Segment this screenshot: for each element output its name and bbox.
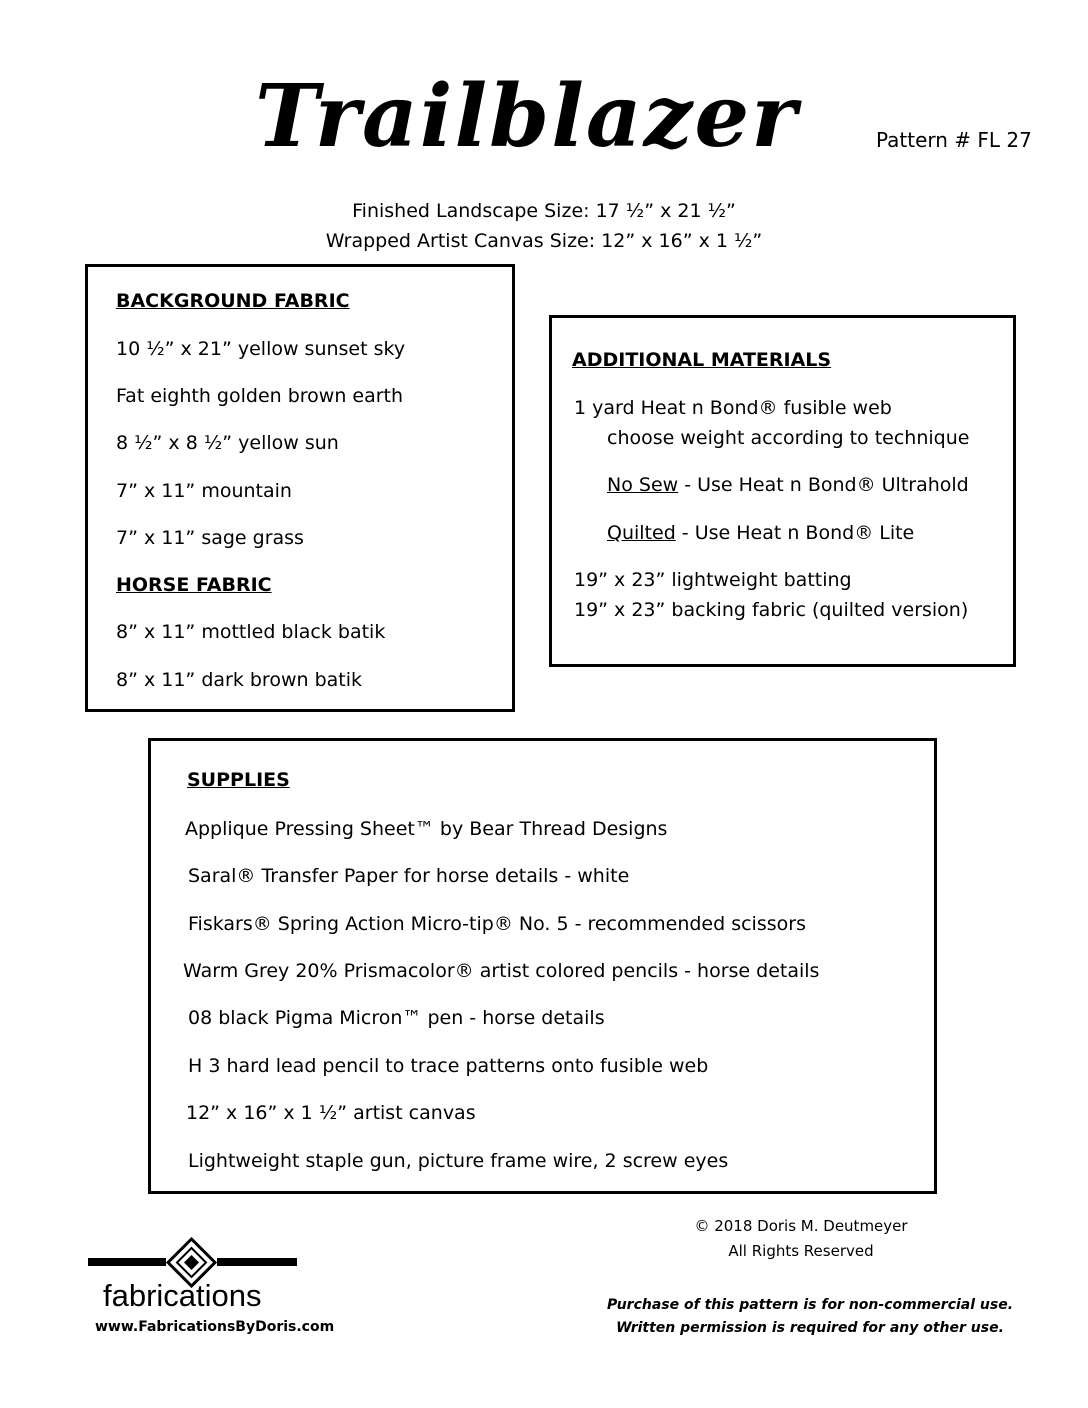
canvas-size: Wrapped Artist Canvas Size: 12” x 16” x 1 ½”	[325, 230, 763, 252]
no-sew-line	[607, 474, 969, 496]
additional-materials-box	[549, 315, 1016, 667]
backing-line: 19” x 23” backing fabric (quilted version)	[574, 599, 969, 621]
batting-line: 19” x 23” lightweight batting	[574, 569, 852, 591]
usage-notice-1: Purchase of this pattern is for non-commercial use.	[606, 1297, 1014, 1313]
fusible-web-line: 1 yard Heat n Bond® fusible web	[574, 397, 892, 419]
logo-text: fabrications	[103, 1278, 262, 1313]
list-item: 7” x 11” mountain	[116, 480, 292, 502]
list-item: 8” x 11” dark brown batik	[116, 669, 363, 691]
additional-materials-heading: ADDITIONAL MATERIALS	[572, 349, 832, 371]
list-item: Saral® Transfer Paper for horse details - white	[188, 865, 630, 887]
fusible-note: choose weight according to technique	[607, 427, 970, 449]
pattern-number: Pattern # FL 27	[876, 128, 1032, 152]
website-link[interactable]: www.FabricationsByDoris.com	[95, 1319, 335, 1335]
rights-reserved: All Rights Reserved	[728, 1242, 874, 1260]
logo-bar-left	[88, 1258, 166, 1266]
usage-notice-2: Written permission is required for any other use.	[616, 1320, 1004, 1336]
list-item: 7” x 11” sage grass	[116, 527, 304, 549]
list-item: 08 black Pigma Micron™ pen - horse details	[188, 1007, 605, 1029]
list-item: H 3 hard lead pencil to trace patterns onto fusible web	[188, 1055, 709, 1077]
list-item: 8 ½” x 8 ½” yellow sun	[116, 432, 339, 454]
list-item: Fiskars® Spring Action Micro-tip® No. 5 - recommended scissors	[188, 913, 806, 935]
list-item: 10 ½” x 21” yellow sunset sky	[116, 338, 406, 360]
list-item: 12” x 16” x 1 ½” artist canvas	[186, 1102, 476, 1124]
quilted-label: Quilted	[607, 522, 676, 544]
supplies-box	[148, 738, 937, 1194]
fabric-box	[85, 264, 515, 712]
list-item: Fat eighth golden brown earth	[116, 385, 404, 407]
horse-fabric-heading: HORSE FABRIC	[116, 574, 272, 596]
page-title: Trailblazer	[255, 66, 799, 167]
finished-size: Finished Landscape Size: 17 ½” x 21 ½”	[352, 200, 736, 222]
list-item: 8” x 11” mottled black batik	[116, 621, 386, 643]
no-sew-label: No Sew	[607, 474, 679, 496]
list-item: Applique Pressing Sheet™ by Bear Thread Designs	[185, 818, 668, 840]
supplies-heading: SUPPLIES	[187, 769, 290, 791]
quilted-line	[607, 522, 914, 544]
no-sew-text: - Use Heat n Bond® Ultrahold	[678, 474, 969, 496]
quilted-text: - Use Heat n Bond® Lite	[675, 522, 915, 544]
copyright: © 2018 Doris M. Deutmeyer	[694, 1217, 908, 1235]
list-item: Lightweight staple gun, picture frame wire, 2 screw eyes	[188, 1150, 729, 1172]
logo-bar-right	[217, 1258, 297, 1266]
background-fabric-heading: BACKGROUND FABRIC	[116, 290, 350, 312]
list-item: Warm Grey 20% Prismacolor® artist colored pencils - horse details	[183, 960, 820, 982]
